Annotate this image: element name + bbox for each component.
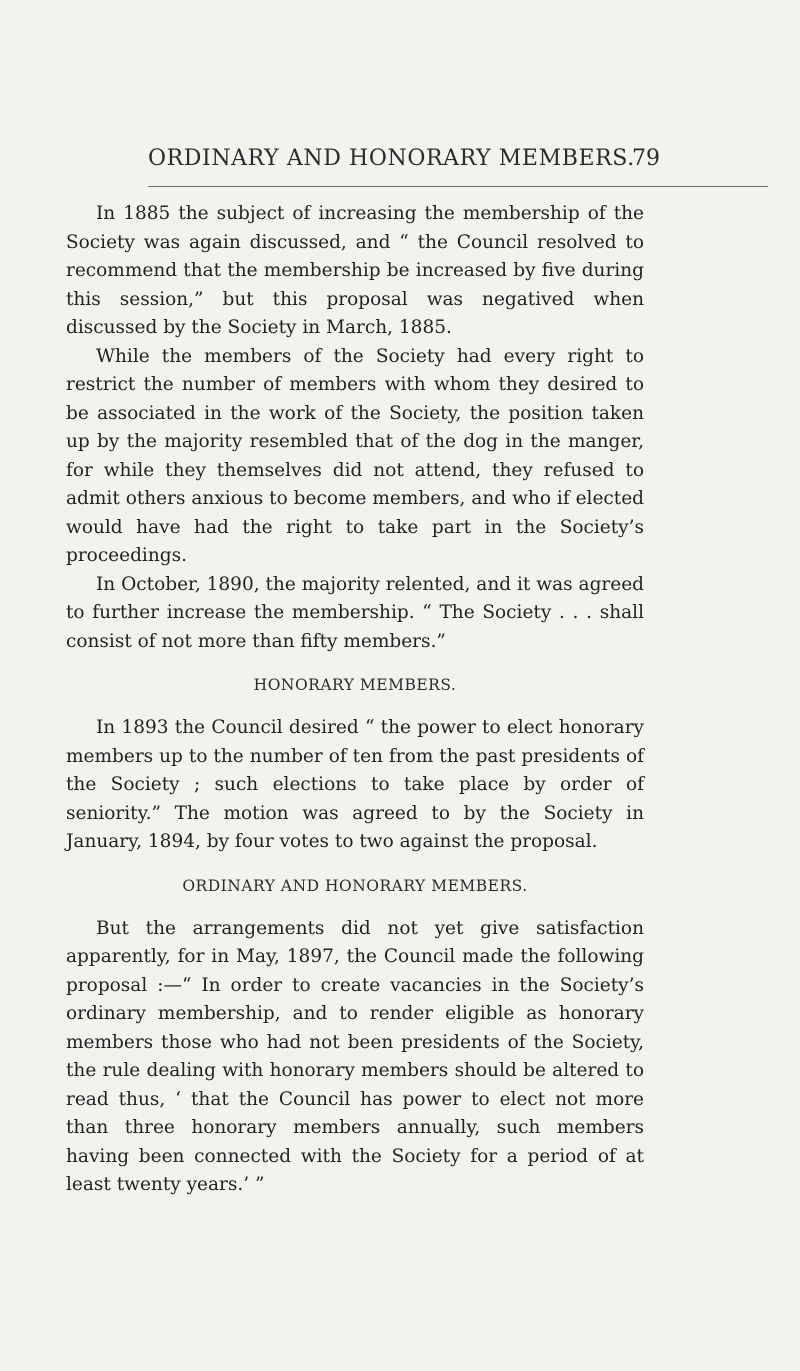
header-rule — [148, 186, 768, 187]
running-header-title: ORDINARY AND HONORARY MEMBERS. — [148, 146, 635, 171]
paragraph-1885-proposal: In 1885 the subject of increasing the membership of the Society was again discussed, and “ the Council resolved to recommend that the membership be increased by five during this session,” but this proposal was negatived when discussed by the Society in March, 1885. — [66, 203, 644, 338]
body-text — [66, 200, 644, 1200]
paragraph-1893-honorary: In 1893 the Council desired “ the power to elect honorary members up to the number of ten from the past presidents of the Society ; such elections to take place by order of seniority.” The motion was agreed to by the Society in January, 1894, by four votes to two against the proposal. — [66, 717, 644, 852]
paragraph-1897-proposal: But the arrangements did not yet give satisfaction apparently, for in May, 1897, the Council made the following proposal :—“ In order to create vacancies in the Society’s ordinary membership, and to render eligible as honorary members those who had not been presidents of the Society, the rule dealing with honorary members should be altered to read thus, ‘ that the Council has power to elect not more than three honorary members annually, such members having been connected with the Society for a period of at least twenty years.’ ” — [66, 917, 644, 1195]
heading-honorary-members: HONORARY MEMBERS. — [253, 676, 457, 694]
paragraph-dog-in-manger: While the members of the Society had every right to restrict the number of members with whom they desired to be associated in the work of the Society, the position taken up by the majority resembled that of the dog in the manger, for while they themselves did not attend, they refused to admit others anxious to become members, and who if elected would have had the right to take part in the Society’s proceedings. — [66, 345, 644, 566]
running-header — [148, 140, 660, 174]
page-number: 79 — [632, 146, 660, 171]
paragraph-1890-increase: In October, 1890, the majority relented, and it was agreed to further increase the membership. “ The Society . . . shall consist of not more than fifty members.” — [66, 573, 644, 652]
heading-ordinary-and-honorary-members: ORDINARY AND HONORARY MEMBERS. — [182, 876, 528, 895]
